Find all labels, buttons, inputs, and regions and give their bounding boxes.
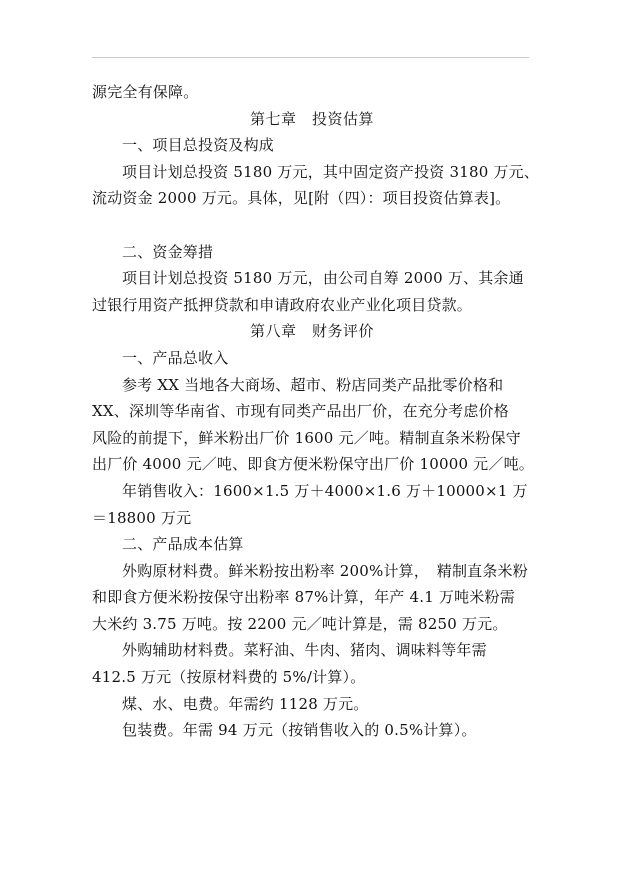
paragraph-line: 和即食方便米粉按保守出粉率 87%计算，年产 4.1 万吨米粉需 — [92, 588, 515, 607]
section-heading: 二、产品成本估算 — [122, 535, 244, 554]
paragraph-line: 出厂价 4000 元／吨、即食方便米粉保守出厂价 10000 元／吨。 — [92, 455, 534, 474]
paragraph-line: 外购辅助材料费。菜籽油、牛肉、猪肉、调味料等年需 — [122, 641, 487, 660]
paragraph-line: 外购原材料费。鲜米粉按出粉率 200%计算， 精制直条米粉 — [122, 561, 528, 580]
chapter-7-title: 第七章 投资估算 — [249, 109, 374, 128]
paragraph-line: 项目计划总投资 5180 万元，由公司自筹 2000 万、其余通 — [122, 269, 524, 288]
paragraph-line: 参考 XX 当地各大商场、超市、粉店同类产品批零价格和 — [122, 375, 504, 394]
section-heading: 一、项目总投资及构成 — [122, 136, 275, 155]
paragraph-line: 源完全有保障。 — [92, 83, 199, 101]
paragraph-line: 流动资金 2000 万元。具体，见[附（四）：项目投资估算表]。 — [92, 189, 511, 208]
blank-line — [92, 212, 532, 239]
formula-line: ＝18800 万元 — [92, 508, 192, 527]
paragraph-line: XX、深圳等华南省、市现有同类产品出厂价，在充分考虑价格 — [92, 402, 509, 421]
section-heading: 一、产品总收入 — [122, 348, 229, 367]
formula-line: 年销售收入：1600×1.5 万＋4000×1.6 万＋10000×1 万 — [122, 481, 528, 500]
paragraph-line: 大米约 3.75 万吨。按 2200 元／吨计算是，需 8250 万元。 — [92, 614, 508, 633]
chapter-8-title: 第八章 财务评价 — [249, 322, 374, 341]
paragraph-line: 过银行用资产抵押贷款和申请政府农业产业化项目贷款。 — [92, 295, 473, 314]
paragraph-line: 煤、水、电费。年需约 1128 万元。 — [122, 694, 369, 713]
paragraph-line: 风险的前提下，鲜米粉出厂价 1600 元／吨。精制直条米粉保守 — [92, 428, 521, 447]
paragraph-line: 412.5 万元（按原材料费的 5%/计算）。 — [92, 668, 366, 687]
paragraph-line: 包装费。年需 94 万元（按销售收入的 0.5%计算）。 — [122, 721, 477, 740]
document-body — [92, 79, 540, 744]
paragraph-line: 项目计划总投资 5180 万元，其中固定资产投资 3180 万元、 — [122, 162, 540, 181]
section-heading: 二、资金筹措 — [122, 242, 214, 261]
header-divider — [92, 57, 529, 58]
